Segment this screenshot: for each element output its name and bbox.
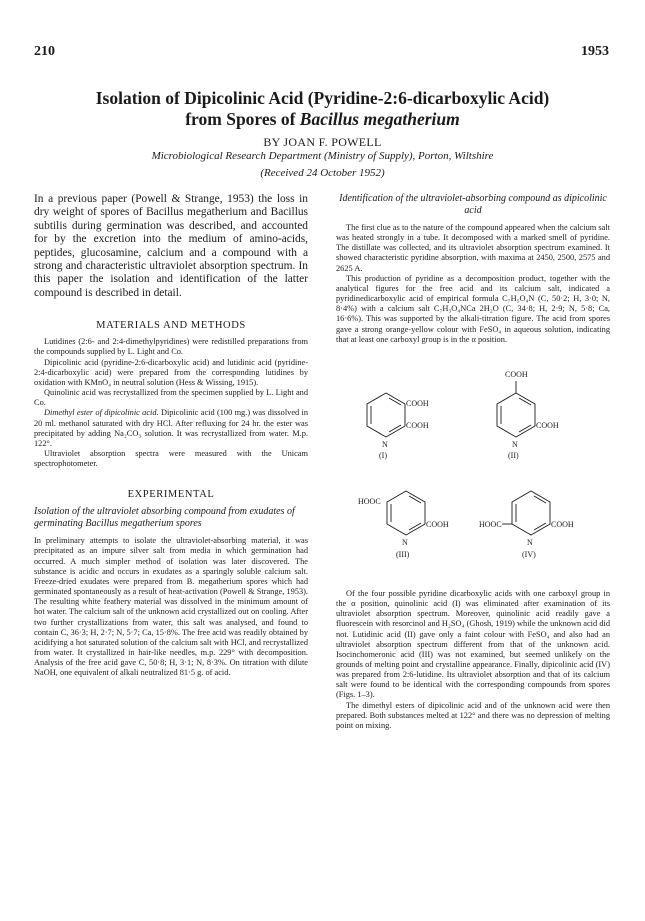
methods-paragraph-2: Dipicolinic acid (pyridine-2:6-dicarboxylic acid) and lutidinic acid (pyridine-2:4-dicarboxylic acid) were prepared from the corresponding lutidines by oxidation with KMnO₄ in neutral solution (Hess & Wissing, 1915). — [34, 357, 308, 387]
methods-paragraph-1: Lutidines (2:6- and 2:4-dimethylpyridines) were redistilled preparations from the compounds supplied by L. Light and Co. — [34, 337, 308, 357]
ring-iii — [387, 491, 425, 535]
n-iv: N — [527, 537, 533, 547]
journal-year: 1953 — [581, 44, 609, 59]
cooh-i-bottom: COOH — [406, 420, 429, 430]
ring-i — [367, 393, 405, 437]
methods-paragraph-3: Quinolinic acid was recrystallized from the specimen supplied by L. Light and Co. — [34, 388, 308, 408]
ester-subheading: Dimethyl ester of dipicolinic acid. — [44, 408, 159, 418]
cooh-ii-bottom: COOH — [536, 420, 559, 430]
methods-paragraph-4 — [34, 408, 308, 449]
cooh-ii-top: COOH — [505, 369, 528, 379]
hooc-iv: HOOC — [479, 519, 502, 529]
identification-paragraph-2: This production of pyridine as a decomposition product, together with the analytical figures for the free acid and its calcium salt, indicated a pyridinedicarboxylic acid of empirical formula C₇H₅O₄N (C, 50·2; H, 3·0; N, 8·4%) with a calcium salt C₇H₃O₄NCa 2H₂O (C, 34·8; H, 2·9; N, 5·8; Ca, 16·6%). This was supported by the alkali-titration figure. The acid from spores gave a strong orange-yellow colour with FeSO₄ in aqueous solution, indicating that at least one carboxyl group is in the α position. — [336, 273, 610, 344]
left-column — [34, 193, 308, 678]
author: BY JOAN F. POWELL — [263, 135, 382, 149]
title-organism: Bacillus megatherium — [299, 109, 460, 129]
cooh-iii: COOH — [426, 519, 449, 529]
received-date: (Received 24 October 1952) — [260, 167, 385, 179]
right-column — [336, 193, 610, 731]
identification-paragraph-3: Of the four possible pyridine dicarboxylic acids with one carboxyl group in the α position, quinolinic acid (I) was eliminated after examination of its ultraviolet absorption spectrum. Moreover, quinolinic acid readily gave a fluorescein with resorcinol and H₂SO₄ (Ghosh, 1919) while the unknown acid did not. Lutidinic acid (II) gave only a faint colour with FeSO₄ and also had an ultraviolet absorption spectrum different from that of the unknown acid. Isocinchomeronic acid (III) was not examined, but seemed unlikely on the grounds of melting point and crystalline appearance. Finally, dipicolinic acid (IV) was prepared from 2:6-lutidine. Its ultraviolet absorption and that of its calcium salt were found to be identical with the corresponding compounds from spores (Figs. 1–3). — [336, 588, 610, 700]
heading-experimental: EXPERIMENTAL — [127, 489, 215, 501]
label-iv: (IV) — [522, 549, 536, 559]
subheading-isolation: Isolation of the ultraviolet absorbing compound from exudates of germinating Bacillus megatherium spores — [34, 506, 295, 530]
n-ii: N — [512, 439, 518, 449]
structures-svg — [336, 355, 610, 581]
title-line-2-prefix: from Spores of — [185, 109, 300, 129]
affiliation: Microbiological Research Department (Ministry of Supply), Porton, Wiltshire — [151, 150, 494, 162]
n-i: N — [382, 439, 388, 449]
label-i: (I) — [379, 450, 387, 460]
ester-text: Dipicolinic acid (100 mg.) was dissolved in 20 ml. methanol saturated with dry HCl. After refluxing for 24 hr. the ester was precipitated by adding Na₂CO₃ solution. It was recrystallized from water. M.p. 122°. — [34, 408, 308, 448]
identification-paragraph-4: The dimethyl esters of dipicolinic acid and of the unknown acid were then prepared. Both substances melted at 122° and there was no depression of melting point on mixing. — [336, 700, 610, 730]
page-number: 210 — [34, 44, 55, 59]
title-line-1: Isolation of Dipicolinic Acid (Pyridine-2:6-dicarboxylic Acid) — [95, 88, 550, 108]
article-title — [40, 88, 605, 130]
intro-paragraph: In a previous paper (Powell & Strange, 1953) the loss in dry weight of spores of Bacillus megatherium and Bacillus subtilis during germination was described, and accounted for by the excretion into the medium of amino-acids, peptides, glucosamine, calcium and a compound with a strong and characteristic ultraviolet absorption spectrum. In this paper the isolation and identification of the latter compound is described in detail. — [34, 193, 308, 299]
methods-paragraph-5: Ultraviolet absorption spectra were measured with the Unicam spectrophotometer. — [34, 448, 308, 469]
subheading-identification: Identification of the ultraviolet-absorbing compound as dipicolinic acid — [339, 193, 607, 216]
hooc-iii: HOOC — [358, 496, 381, 506]
identification-paragraph-1: The first clue as to the nature of the compound appeared when the calcium salt was heated strongly in a tube. It decomposed with a marked smell of pyridine. The distillate was collected, and its ultraviolet absorption spectrum examined. It showed characteristic pyridine absorption, with maxima at 2450, 2500, 2575 and 2625 A. — [336, 223, 610, 273]
experimental-paragraph: In preliminary attempts to isolate the ultraviolet-absorbing material, it was precipitated as an impure silver salt from media in which germination had occurred. A much simpler method of isolation was later discovered. The substance is acidic and occurs in exudates as a sparingly soluble calcium salt. Freeze-dried exudates were prepared from B. megatherium spores which had germinated spontaneously as a result of heat-activation (Powell & Strange, 1953). The resulting white feathery material was dissolved in the minimum amount of hot water. The calcium salt of the unknown acid crystallized out on cooling. After two further crystallizations from water, this salt was analysed, and found to contain C, 36·3; H, 2·7; N, 5·7; Ca, 15·8%. The free acid was readily obtained by acidifying a hot saturated solution of the calcium salt with HCl, and recrystallized from water. It crystallized in hair-like needles, m.p. 229° with decomposition. Analysis of the free acid gave C, 50·8; H, 3·1; N, 8·3%. On titration with dilute NaOH, one equivalent of alkali neutralized 81·5 g. of acid. — [34, 536, 308, 678]
chemical-structures-figure — [336, 355, 610, 581]
cooh-i-top: COOH — [406, 398, 429, 408]
ring-iv — [512, 491, 550, 535]
label-ii: (II) — [508, 450, 519, 460]
cooh-iv: COOH — [551, 519, 574, 529]
heading-materials-methods: MATERIALS AND METHODS — [96, 320, 246, 332]
ring-ii — [497, 393, 535, 437]
label-iii: (III) — [396, 549, 410, 559]
title-line-2 — [40, 109, 605, 130]
n-iii: N — [402, 537, 408, 547]
